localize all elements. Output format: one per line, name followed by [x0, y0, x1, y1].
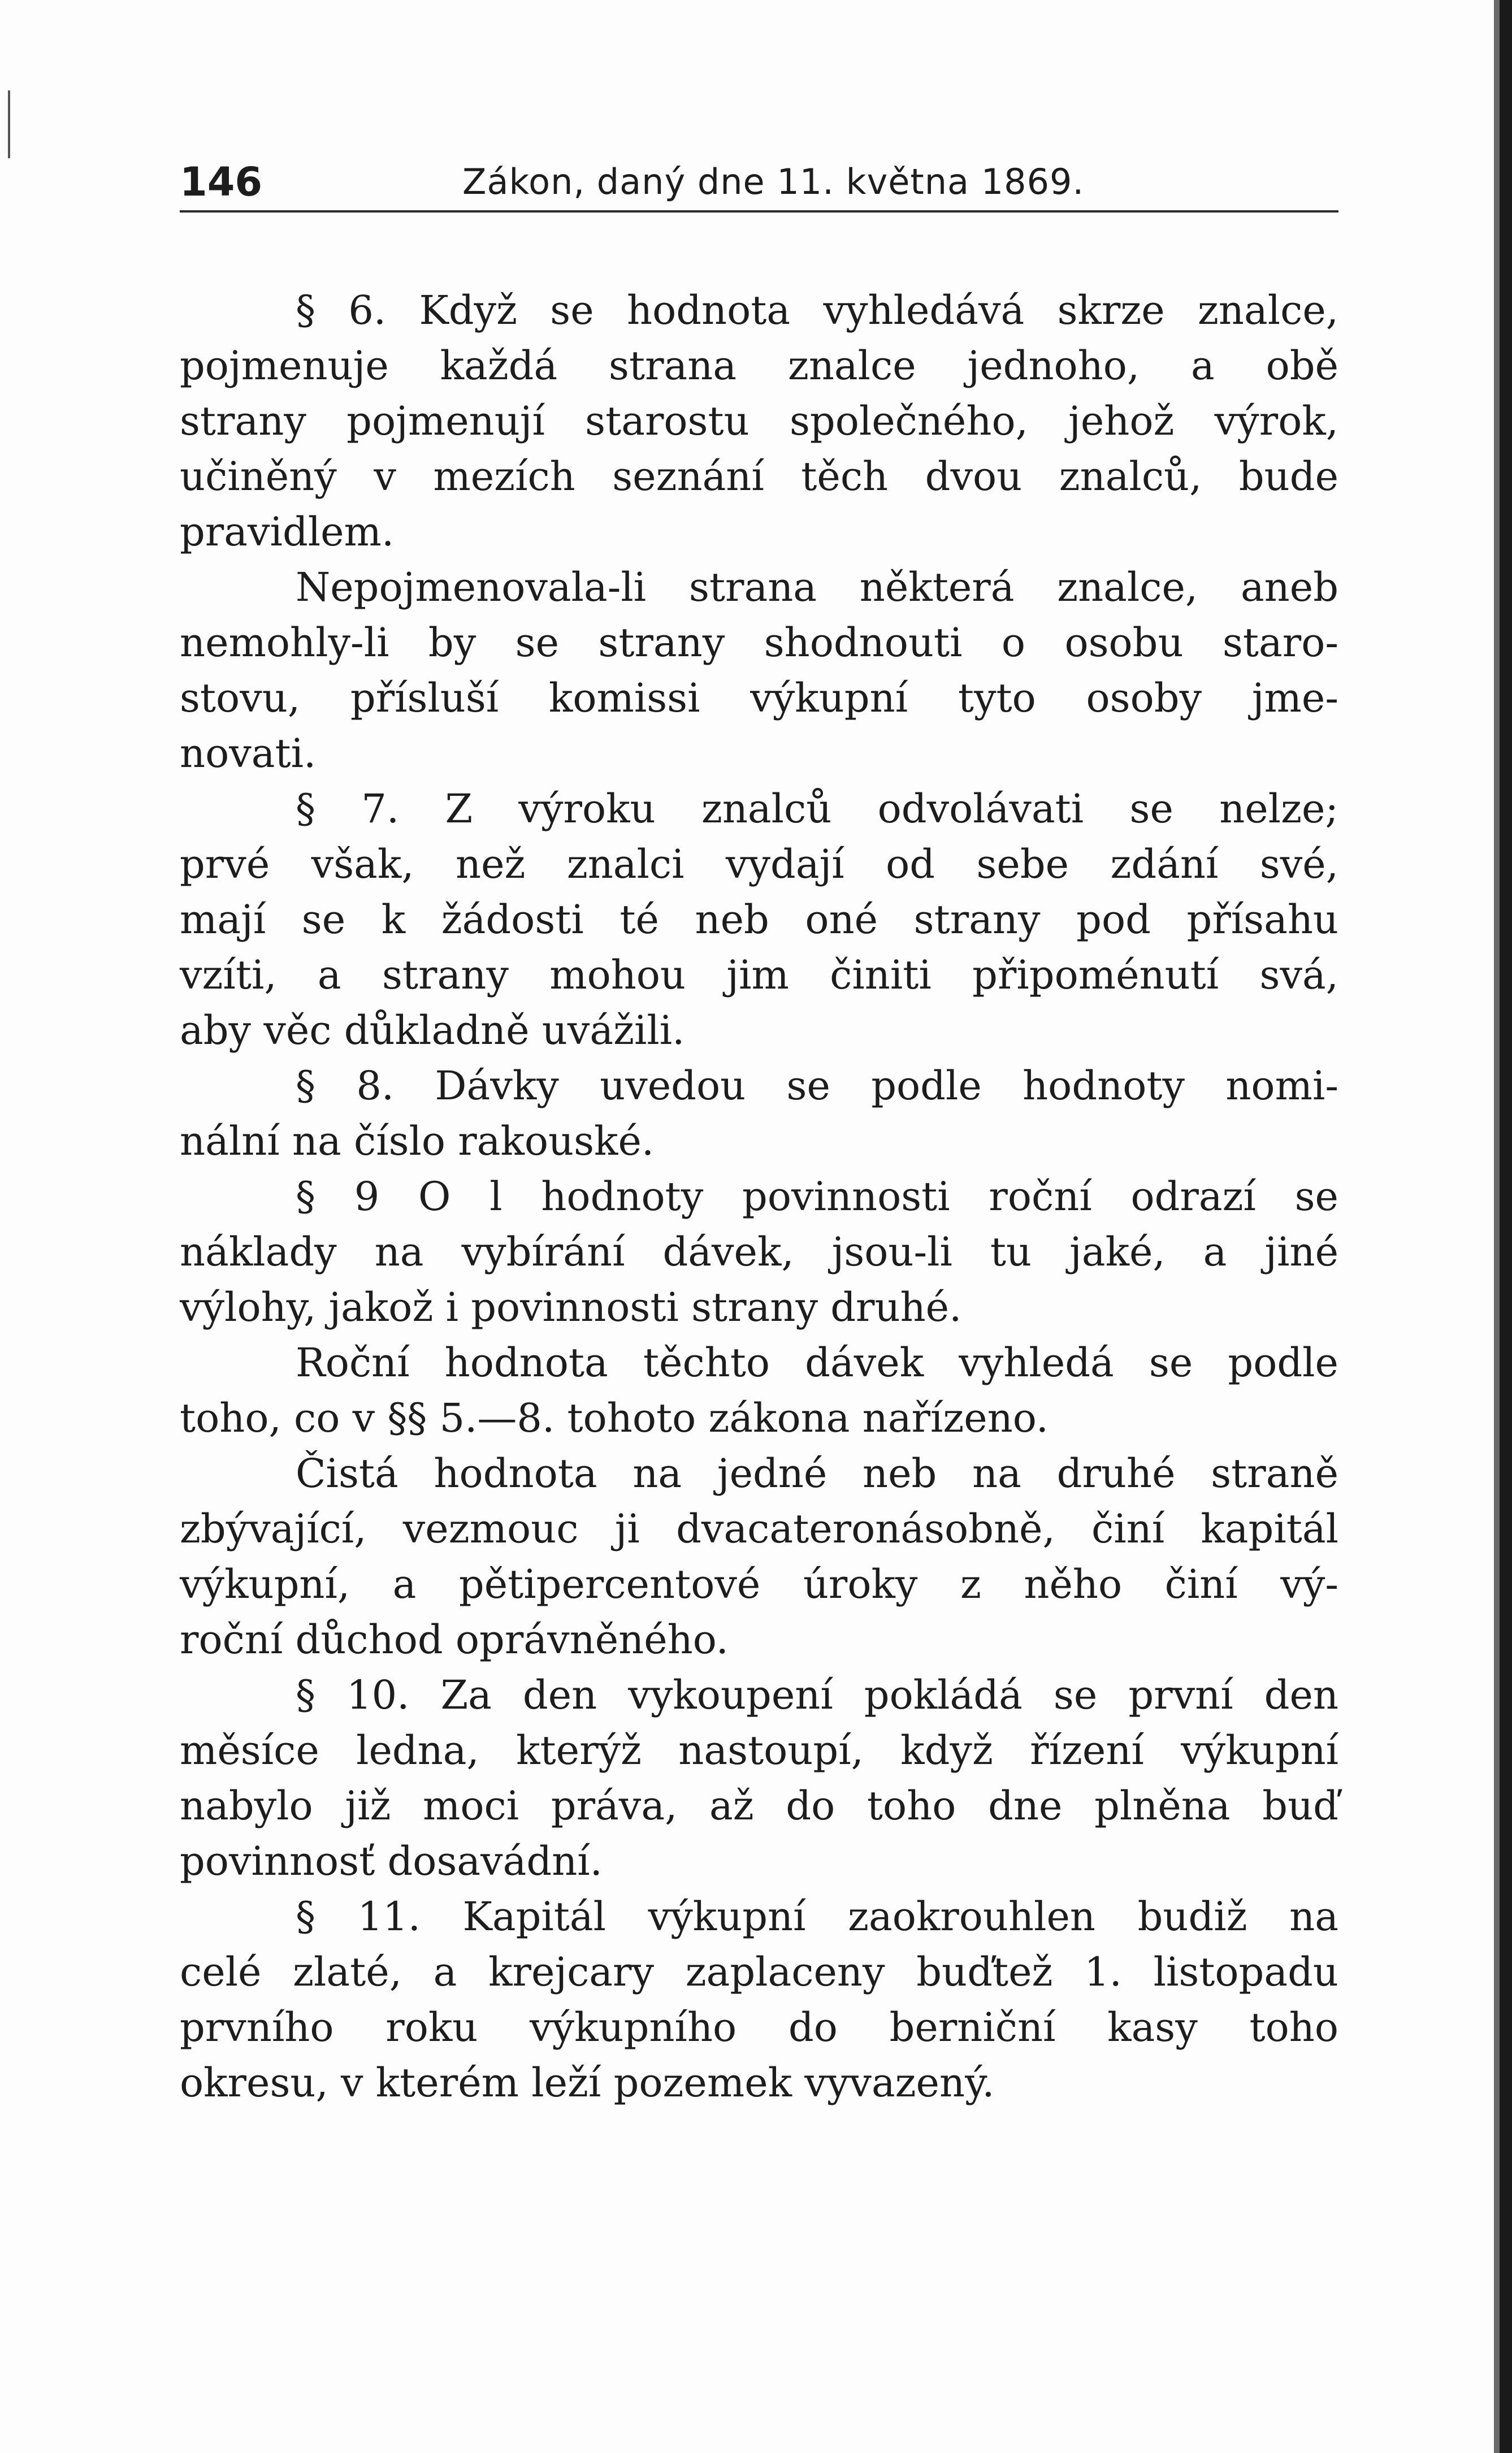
text-line: nemohly-li by se strany shodnouti o osobu staro- — [180, 619, 1338, 666]
text-line: Čistá hodnota na jedné neb na druhé straně — [296, 1450, 1338, 1497]
text-line: vzíti, a strany mohou jim činiti připoménutí svá, — [180, 952, 1338, 998]
text-line: Nepojmenovala-li strana některá znalce, aneb — [296, 564, 1338, 610]
text-line: toho, co v §§ 5.—8. tohoto zákona nařízeno. — [180, 1395, 1049, 1441]
text-line: § 6. Když se hodnota vyhledává skrze znalce, — [296, 287, 1338, 333]
text-line: náklady na vybírání dávek, jsou-li tu jaké, a jiné — [180, 1229, 1338, 1275]
running-title: Zákon, daný dne 11. května 1869. — [462, 161, 1085, 202]
text-line: nabylo již moci práva, až do toho dne plněna buď — [180, 1783, 1338, 1829]
text-line: celé zlaté, a krejcary zaplaceny buďtež 1. listopadu — [180, 1949, 1338, 1995]
text-line: aby věc důkladně uvážili. — [180, 1007, 685, 1054]
text-line: učiněný v mezích seznání těch dvou znalců, bude — [180, 453, 1338, 500]
text-line: strany pojmenují starostu společného, jehož výrok, — [180, 398, 1338, 444]
text-line: pojmenuje každá strana znalce jednoho, a obě — [180, 343, 1338, 389]
text-line: stovu, přísluší komissi výkupní tyto osoby jme- — [180, 675, 1338, 721]
text-line: povinnosť dosavádní. — [180, 1838, 603, 1884]
body-text — [180, 283, 1338, 2110]
text-line: nální na číslo rakouské. — [180, 1118, 655, 1164]
text-line: Roční hodnota těchto dávek vyhledá se podle — [296, 1340, 1338, 1386]
text-line: pravidlem. — [180, 509, 395, 555]
text-line: § 8. Dávky uvedou se podle hodnoty nomi- — [296, 1063, 1338, 1109]
text-line: roční důchod oprávněného. — [180, 1616, 729, 1663]
text-line: měsíce ledna, kterýž nastoupí, když řízení výkupní — [180, 1727, 1338, 1774]
text-line: výkupní, a pětipercentové úroky z něho činí vý- — [180, 1561, 1338, 1607]
running-head — [180, 154, 1338, 210]
page-edge-shadow — [1500, 0, 1512, 2453]
text-line: prvního roku výkupního do berniční kasy toho — [180, 2004, 1338, 2051]
text-line: § 7. Z výroku znalců odvolávati se nelze; — [296, 786, 1338, 832]
text-line: § 10. Za den vykoupení pokládá se první den — [296, 1672, 1338, 1718]
text-line: § 9 O l hodnoty povinnosti roční odrazí se — [296, 1173, 1338, 1220]
text-line: mají se k žádosti té neb oné strany pod přísahu — [180, 896, 1338, 943]
text-line: prvé však, než znalci vydají od sebe zdání své, — [180, 841, 1338, 887]
left-margin-mark — [8, 90, 10, 158]
page-number: 146 — [180, 159, 263, 205]
text-line: zbývající, vezmouc ji dvacateronásobně, činí kapitál — [180, 1506, 1338, 1552]
text-line: výlohy, jakož i povinnosti strany druhé. — [180, 1284, 962, 1330]
header-rule — [180, 210, 1338, 213]
page-edge-gap — [1494, 0, 1500, 2453]
text-line: okresu, v kterém leží pozemek vyvazený. — [180, 2060, 995, 2106]
text-line: § 11. Kapitál výkupní zaokrouhlen budiž na — [296, 1893, 1338, 1940]
text-line: novati. — [180, 730, 317, 777]
